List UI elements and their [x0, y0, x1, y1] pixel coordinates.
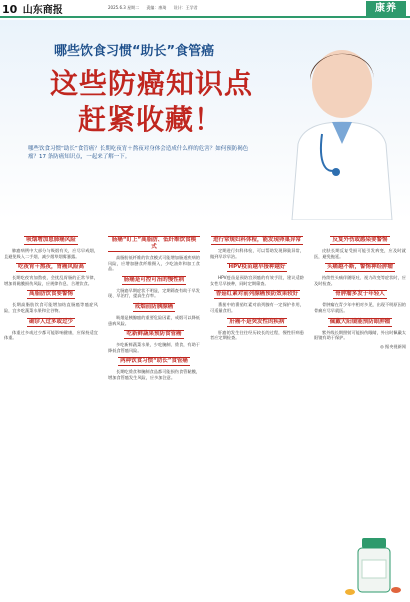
- subhead: 肠癌“盯上”高脂肪、低纤维饮食模式: [108, 236, 200, 252]
- paragraph: 体重过多或过少都可能影响健康，应保持适宜体重。: [4, 329, 98, 341]
- subhead: 反复外伤或感染要警惕: [332, 237, 388, 243]
- paragraph: 持续性头痛伴随呕吐、视力改变等症状时，应及时检查。: [314, 275, 406, 286]
- masthead-left: [2, 1, 63, 16]
- paragraph: 骨肿瘤在青少年中相对多见，出现不明原因的骨痛应尽早就医。: [314, 302, 406, 313]
- hero-banner: [0, 20, 410, 220]
- headline-kicker: 哪些饮食习惯“助长”食管癌: [54, 44, 215, 59]
- subhead: HPV疫苗越早接种越好: [228, 264, 286, 271]
- masthead-meta: [108, 5, 204, 11]
- column-3: [210, 232, 304, 602]
- source-credit: ◎ 据央视新闻: [380, 343, 406, 349]
- headline-line-1: 这些防癌知识点: [50, 67, 254, 100]
- paragraph: 长期吃烫食和腌制食品都可能损伤食管黏膜，增加食管癌发生风险，应多加注意。: [108, 369, 200, 380]
- paragraph: 肺癌病例中大部分与吸烟有关，应尽早戒烟，且避免吸入二手烟，减少烟草烟雾暴露。: [4, 248, 98, 259]
- paragraph: 定期进行妇科体检，可以帮助发现卵巢异常，做到早诊早治。: [210, 248, 304, 259]
- paragraph: 高脂肪低纤维的饮食模式可能增加肠道疾病的风险，应增加膳食纤维摄入，少吃油炸和加工食品。: [108, 255, 200, 272]
- paper-name: 山东商报: [22, 5, 63, 16]
- doctor-illustration: [262, 24, 410, 220]
- subhead: 吸烟增加患肺癌风险: [26, 237, 76, 243]
- paragraph: 长期高脂肪饮食可能增加结直肠癌等癌症风险，宜多吃蔬菜水果和全谷物。: [4, 302, 98, 313]
- paragraph: 皮肤长期反复受损可能引发病变，应及时就医，避免拖延。: [314, 248, 406, 259]
- column-2: [108, 232, 200, 602]
- subhead: 进行常规妇科体检，能发现卵巢异常: [212, 237, 301, 243]
- headline-line-2: 赶紧收藏！: [78, 103, 224, 136]
- designer-credit: 设计：王学君: [173, 5, 198, 10]
- lead-paragraph: 哪些饮食习惯“助长”食管癌？长期吃夜宵＋熬夜对身体会造成什么样的危害？如何预防褐色瘤？17 条防癌知识点，一起来了解一下。: [28, 146, 249, 160]
- subhead: 佩戴大阳镜能预防眼肿瘤: [329, 318, 391, 325]
- subhead: 确诊人过多或过少: [28, 318, 73, 325]
- paragraph: 肝癌的发生往往经历较长的过程，慢性肝病患者应定期检查。: [210, 329, 304, 341]
- subhead: 头痛越不断，警惕神经肿瘤: [326, 264, 393, 271]
- page-number: 10: [2, 3, 18, 16]
- paragraph: 多吃新鲜蔬菜水果，少吃腌制、烫食，有助于降低食管癌风险。: [108, 342, 200, 353]
- subhead: 戒烟前防胰腺癌: [134, 303, 174, 310]
- column-1: [4, 232, 98, 602]
- editor-credit: 责编：康琦: [146, 5, 167, 10]
- subhead: 骨肿瘤多发于年轻人: [335, 291, 385, 298]
- paragraph: 吸烟是胰腺癌的重要危险因素，戒烟可以降低患病风险。: [108, 314, 200, 326]
- subhead: 肠癌是可控可治的慢性病: [123, 276, 185, 283]
- subhead: 肝癌不是突发性的疾病: [229, 318, 285, 325]
- subhead: 香菇红素对前列腺癌预防效果较好: [215, 291, 299, 298]
- paragraph: 大肠癌早期症状不明显，定期筛查有助于早发现、早治疗，提高生存率。: [108, 287, 200, 299]
- paragraph: 紫外线长期照射可能损伤眼睛，外出时佩戴太阳镜有助于保护。: [314, 329, 406, 341]
- masthead: [0, 0, 410, 18]
- subhead: 高脂肪饮食要警惕: [28, 291, 73, 298]
- article-body: [0, 232, 410, 602]
- pill-bottle-illustration: [342, 534, 406, 598]
- paragraph: 长期吃夜宵加熬夜，会扰乱胃肠的正常节律，增加胃黏膜损伤风险，应规律作息、合理饮食。: [4, 275, 98, 286]
- subhead: 吃新鲜蔬果预防食管癌: [126, 331, 182, 338]
- subhead: 两种饮食习惯“助长”食管癌: [120, 358, 188, 365]
- subhead: 吃夜宵＋熬夜，胃癌风险高: [17, 264, 84, 271]
- issue-date: 2025.6.3 星期二: [108, 5, 140, 10]
- section-badge: 康养: [366, 1, 406, 17]
- paragraph: HPV疫苗是预防宫颈癌的有效手段，建议适龄女性尽早接种，同时定期筛查。: [210, 275, 304, 286]
- paragraph: 番茄中的番茄红素对前列腺有一定保护作用，可适量食用。: [210, 302, 304, 313]
